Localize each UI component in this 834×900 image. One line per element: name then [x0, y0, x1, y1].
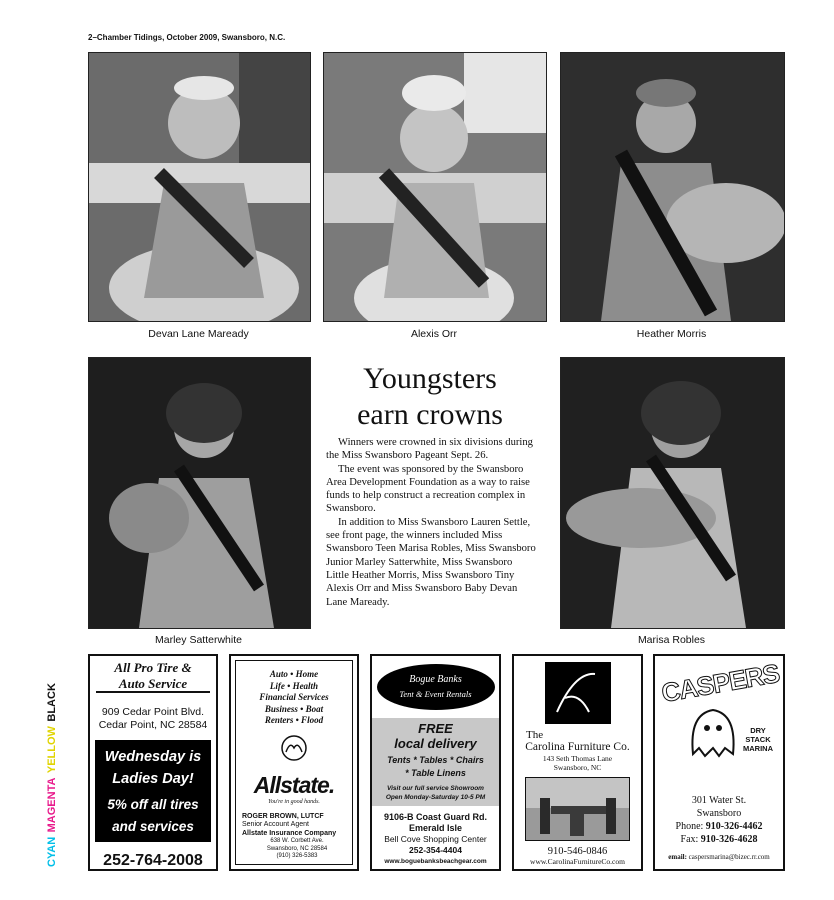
- all-pro-promo: [95, 740, 211, 842]
- bogue-logo-line1: Bogue Banks: [409, 674, 462, 685]
- all-pro-promo-line2: Ladies Day!: [112, 771, 194, 787]
- bogue-web: www.boguebanksbeachgear.com: [384, 858, 487, 865]
- bogue-items1: Tents * Tables * Chairs: [387, 755, 484, 765]
- yellow-label: YELLOW: [46, 726, 58, 774]
- bogue-town: Emerald Isle: [408, 823, 463, 833]
- bogue-address: 9106-B Coast Guard Rd.: [383, 812, 488, 822]
- cmyk-color-bar: [42, 672, 62, 867]
- caspers-address1: 301 Water St.: [691, 795, 747, 806]
- caption-marisa: Marisa Robles: [637, 634, 706, 646]
- photo-alexis: [323, 52, 547, 322]
- bogue-free: FREE: [418, 721, 453, 736]
- magenta-label: MAGENTA: [46, 777, 58, 833]
- caspers-logo: [655, 656, 783, 776]
- all-pro-promo-line4: and services: [112, 819, 194, 834]
- caspers-sub1: DRY: [750, 726, 766, 735]
- bogue-delivery-banner: [372, 718, 499, 806]
- all-pro-phone: 252-764-2008: [103, 852, 203, 869]
- carolina-logo-icon: [545, 662, 611, 724]
- allstate-service-line: Business • Boat: [264, 703, 324, 714]
- caspers-sub2: STACK: [745, 735, 771, 744]
- caspers-phone-label: Phone:: [675, 821, 704, 832]
- article-paragraph: The event was sponsored by the Swansboro Area Development Foundation as a way to raise funds to help construct a recreation complex in Swansboro.: [326, 463, 530, 515]
- allstate-company: Allstate Insurance Company: [242, 829, 337, 837]
- carolina-address2: Swansboro, NC: [553, 763, 602, 772]
- allstate-tagline: You're in good hands.: [268, 798, 320, 805]
- allstate-address2: Swansboro, NC 28584: [266, 845, 328, 852]
- caspers-fax: 910-326-4628: [700, 834, 758, 845]
- caspers-address2: Swansboro: [696, 808, 742, 819]
- allstate-service-line: Auto • Home: [269, 669, 319, 679]
- caspers-logo-text: CASPERS: [659, 657, 782, 709]
- caspers-email: caspersmarina@bizec.rr.com: [688, 853, 770, 861]
- allstate-service-line: Life • Health: [269, 680, 319, 691]
- article-title-line2: earn crowns: [357, 398, 503, 431]
- all-pro-address2: Cedar Point, NC 28584: [98, 719, 208, 731]
- bogue-delivery: local delivery: [394, 736, 477, 751]
- allstate-phone: (910) 326-5383: [276, 853, 318, 859]
- bogue-center: Bell Cove Shopping Center: [384, 834, 487, 844]
- allstate-service-line: Financial Services: [259, 692, 329, 702]
- carolina-address1: 143 Seth Thomas Lane: [542, 754, 613, 763]
- ad-caspers-marina: [653, 654, 785, 871]
- all-pro-address1: 909 Cedar Point Blvd.: [101, 706, 205, 718]
- bogue-phone: 252-354-4404: [409, 845, 462, 855]
- black-label: BLACK: [46, 683, 58, 722]
- ad-bogue-banks: [370, 654, 501, 871]
- bogue-logo-line2: Tent & Event Rentals: [399, 689, 472, 699]
- caption-devan: Devan Lane Maready: [148, 328, 249, 340]
- caspers-phone: 910-326-4462: [705, 821, 763, 832]
- article-paragraph: In addition to Miss Swansboro Lauren Settle, see front page, the winners included Miss Swansboro Teen Marisa Robles, Miss Swansboro Junior Marley Satterwhite, Miss Swansboro Little Heather Morris, Miss Swansboro Tiny Alexis Orr and Miss Swansboro Baby Devan Lane Maready.: [326, 516, 536, 608]
- cyan-label: CYAN: [46, 836, 58, 867]
- photo-marley: [88, 357, 311, 629]
- photo-marisa: [560, 357, 785, 629]
- all-pro-logo: [96, 660, 210, 700]
- caption-heather: Heather Morris: [636, 328, 707, 340]
- allstate-agent-name: ROGER BROWN, LUTCF: [242, 812, 324, 820]
- carolina-name1: The: [526, 729, 544, 741]
- article-title-line1: Youngsters: [363, 362, 497, 395]
- allstate-services: [236, 669, 352, 727]
- carolina-name2: Carolina Furniture Co.: [525, 741, 630, 753]
- ad-all-pro-tire: [88, 654, 218, 871]
- carolina-web: www.CarolinaFurnitureCo.com: [530, 857, 625, 866]
- caspers-email-label: email:: [668, 853, 687, 861]
- carolina-furniture-photo: [525, 777, 630, 841]
- caspers-sub3: MARINA: [743, 744, 773, 753]
- all-pro-logo-line1: All Pro Tire &: [114, 660, 192, 675]
- allstate-address1: 638 W. Corbett Ave.: [270, 838, 324, 844]
- caption-marley: Marley Satterwhite: [155, 634, 242, 646]
- photo-devan: [88, 52, 311, 322]
- bogue-logo: [377, 664, 495, 710]
- all-pro-logo-line2: Auto Service: [96, 676, 210, 693]
- ad-carolina-furniture: [512, 654, 643, 871]
- caspers-fax-label: Fax:: [680, 834, 699, 845]
- photo-heather: [560, 52, 785, 322]
- page-header: 2–Chamber Tidings, October 2009, Swansboro, N.C.: [88, 33, 286, 42]
- article-body: [326, 436, 536, 609]
- allstate-service-line: Renters • Flood: [264, 715, 324, 725]
- allstate-agent-title: Senior Account Agent: [242, 821, 309, 828]
- bogue-visit1: Visit our full service Showroom: [387, 785, 484, 792]
- article-title: [325, 361, 535, 433]
- allstate-hands-icon: [236, 735, 352, 766]
- article-paragraph: Winners were crowned in six divisions during the Miss Swansboro Pageant Sept. 26.: [326, 437, 533, 462]
- all-pro-promo-line1: Wednesday is: [104, 749, 202, 765]
- ad-allstate: [229, 654, 359, 871]
- bogue-visit2: Open Monday-Saturday 10-5 PM: [385, 794, 486, 801]
- caption-alexis: Alexis Orr: [410, 328, 458, 340]
- caspers-ghost-icon: [685, 704, 740, 759]
- bogue-items2: * Table Linens: [405, 768, 466, 778]
- carolina-phone: 910-546-0846: [547, 846, 608, 857]
- all-pro-promo-line3: 5% off all tires: [107, 797, 199, 812]
- allstate-brand: Allstate.: [253, 771, 335, 798]
